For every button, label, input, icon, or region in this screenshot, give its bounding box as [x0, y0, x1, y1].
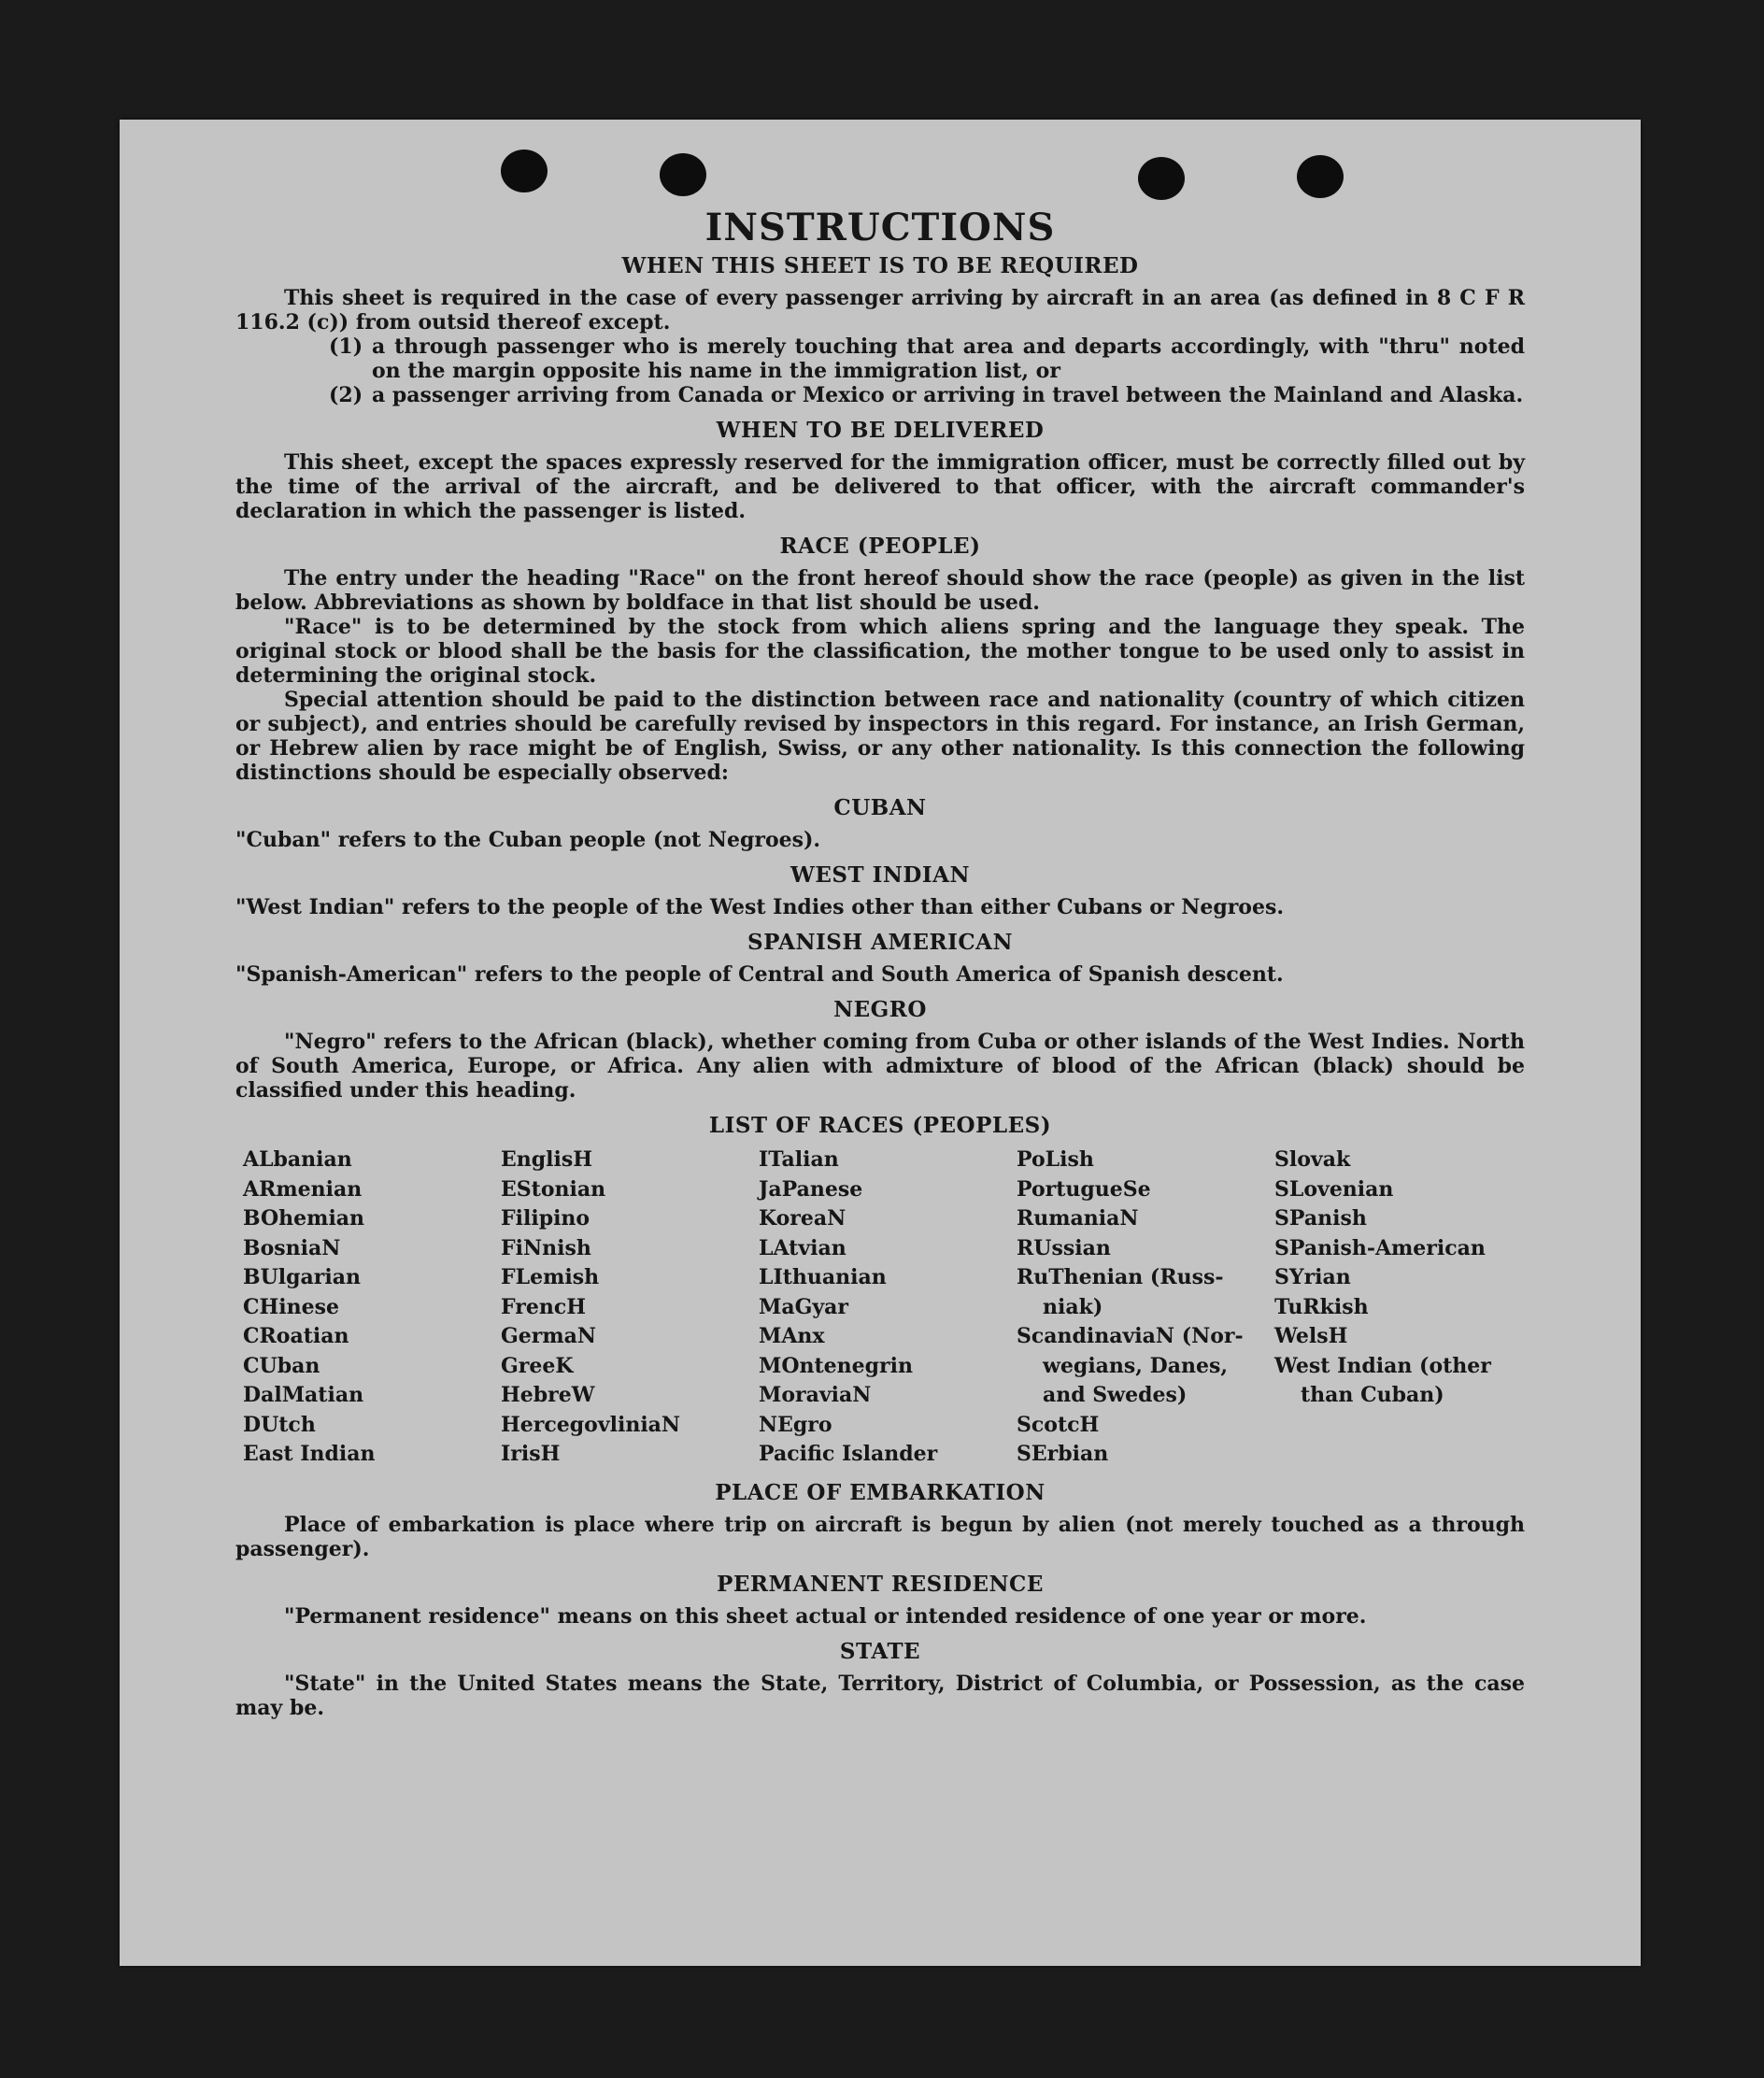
- race-entry: Filipino: [501, 1206, 590, 1231]
- race-entry: JaPanese: [759, 1176, 863, 1202]
- punch-hole: [501, 149, 548, 192]
- race-entry: FrencH: [501, 1294, 586, 1319]
- heading-embarkation: PLACE OF EMBARKATION: [715, 1479, 1046, 1505]
- race-entry: CRoatian: [243, 1324, 349, 1348]
- race-entry: IrisH: [501, 1442, 561, 1466]
- race-entry: LAtvian: [759, 1235, 846, 1260]
- exception-number: (2): [329, 383, 363, 407]
- negro-text: "Negro" refers to the African (black), whether coming from Cuba or other islands of the West Indies. North of South America, Europe, or Africa. Any alien with admixture of blood of the African (black) should be classified under this heading.: [235, 1030, 1525, 1103]
- race-entry: SYrian: [1274, 1265, 1351, 1289]
- heading-negro: NEGRO: [833, 997, 927, 1022]
- race-entry: MAnx: [759, 1324, 825, 1348]
- race-entry: RUssian: [1017, 1235, 1111, 1260]
- race-entry: West Indian (other: [1274, 1353, 1491, 1378]
- punch-hole: [1138, 157, 1185, 200]
- race-entry: wegians, Danes,: [1043, 1353, 1228, 1378]
- race-entry: MOntenegrin: [759, 1353, 913, 1378]
- race-entry: WelsH: [1274, 1324, 1348, 1348]
- exception-number: (1): [329, 334, 363, 359]
- race-paragraph: "Race" is to be determined by the stock from which aliens spring and the language they speak. The original stock or blood shall be the basis for the classification, the mother tongue to be used only to assist in determining the original stock.: [235, 615, 1525, 688]
- punch-hole: [660, 153, 706, 196]
- race-paragraph: Special attention should be paid to the distinction between race and nationality (country of which citizen or subject), and entries should be carefully revised by inspectors in this regard. For instance, an Irish German, or Hebrew alien by race might be of English, Swiss, or any other nationality. Is this connection the following distinctions should be especially observed:: [235, 688, 1525, 785]
- race-entry: Pacific Islander: [759, 1442, 938, 1466]
- state-text: "State" in the United States means the State, Territory, District of Columbia, or Possession, as the case may be.: [235, 1671, 1525, 1720]
- race-entry: SErbian: [1017, 1442, 1109, 1466]
- race-entry: SPanish-American: [1274, 1235, 1486, 1260]
- races-column: [1017, 1146, 1267, 1470]
- race-entry: LIthuanian: [759, 1265, 887, 1289]
- document-page: [120, 120, 1641, 1966]
- race-entry: East Indian: [243, 1442, 376, 1466]
- heading-cuban: CUBAN: [833, 795, 927, 820]
- race-entry: ARmenian: [243, 1176, 363, 1202]
- race-entry: Slovak: [1274, 1147, 1351, 1172]
- race-entry: GermaN: [501, 1324, 597, 1348]
- race-entry: SPanish: [1274, 1206, 1367, 1231]
- spanish-american-text: "Spanish-American" refers to the people of Central and South America of Spanish descent.: [235, 962, 1284, 987]
- race-entry: BOhemian: [243, 1206, 365, 1231]
- heading-race: RACE (PEOPLE): [779, 534, 981, 559]
- heading-spanish-american: SPANISH AMERICAN: [747, 930, 1014, 955]
- race-entry: niak): [1043, 1294, 1103, 1319]
- race-entry: than Cuban): [1301, 1383, 1444, 1407]
- race-entry: NEgro: [759, 1412, 832, 1437]
- race-entry: DalMatian: [243, 1383, 364, 1407]
- race-entry: ALbanian: [243, 1147, 352, 1172]
- heading-delivered: WHEN TO BE DELIVERED: [716, 418, 1045, 443]
- race-entry: MaGyar: [759, 1294, 849, 1319]
- punch-hole: [1297, 155, 1344, 198]
- race-entry: HebreW: [501, 1383, 595, 1407]
- exception-text: a through passenger who is merely touching that area and departs accordingly, with "thru" noted on the margin opposite his name in the immigration list, or: [372, 334, 1525, 383]
- race-entry: CHinese: [243, 1294, 340, 1319]
- heading-state: STATE: [839, 1638, 921, 1664]
- races-column: [1274, 1146, 1525, 1470]
- embarkation-text: Place of embarkation is place where trip on aircraft is begun by alien (not merely touched as a through passenger).: [235, 1512, 1525, 1561]
- race-entry: and Swedes): [1043, 1383, 1188, 1407]
- race-paragraph: The entry under the heading "Race" on the front hereof should show the race (people) as given in the list below. Abbreviations as shown by boldface in that list should be used.: [235, 566, 1525, 615]
- heading-west-indian: WEST INDIAN: [790, 862, 970, 888]
- race-entry: TuRkish: [1274, 1294, 1369, 1319]
- race-entry: FLemish: [501, 1265, 600, 1289]
- exception-text: a passenger arriving from Canada or Mexico or arriving in travel between the Mainland and Alaska.: [372, 383, 1524, 407]
- race-entry: ScotcH: [1017, 1412, 1100, 1437]
- residence-text: "Permanent residence" means on this sheet actual or intended residence of one year or more.: [284, 1603, 1367, 1629]
- exception-item: [235, 334, 1525, 383]
- west-indian-text: "West Indian" refers to the people of the West Indies other than either Cubans or Negroes.: [235, 895, 1285, 919]
- race-entry: PoLish: [1017, 1147, 1094, 1172]
- race-entry: RuThenian (Russ-: [1017, 1265, 1224, 1289]
- required-text: This sheet is required in the case of every passenger arriving by aircraft in an area (as defined in 8 C F R 116.2 (c)) from outsid thereof except.: [235, 286, 1525, 334]
- races-column: [501, 1146, 751, 1470]
- race-entry: ScandinaviaN (Nor-: [1017, 1324, 1244, 1348]
- exception-item: [235, 383, 1525, 407]
- race-entry: BosniaN: [243, 1235, 341, 1260]
- race-entry: PortugueSe: [1017, 1176, 1151, 1202]
- heading-residence: PERMANENT RESIDENCE: [717, 1571, 1044, 1597]
- races-column: [243, 1146, 493, 1470]
- page-title: INSTRUCTIONS: [704, 206, 1056, 249]
- race-entry: GreeK: [501, 1353, 574, 1378]
- heading-list-of-races: LIST OF RACES (PEOPLES): [708, 1113, 1052, 1138]
- race-entry: MoraviaN: [759, 1383, 872, 1407]
- heading-required: WHEN THIS SHEET IS TO BE REQUIRED: [621, 253, 1139, 278]
- race-entry: DUtch: [243, 1412, 316, 1437]
- race-entry: CUban: [243, 1353, 320, 1378]
- race-entry: ITalian: [759, 1147, 839, 1172]
- cuban-text: "Cuban" refers to the Cuban people (not Negroes).: [235, 828, 821, 852]
- races-table: [243, 1146, 1525, 1470]
- race-entry: KoreaN: [759, 1206, 846, 1231]
- race-entry: SLovenian: [1274, 1176, 1394, 1202]
- race-entry: BUlgarian: [243, 1265, 361, 1289]
- instructions-content: [235, 206, 1525, 1720]
- race-entry: FiNnish: [501, 1235, 591, 1260]
- race-entry: RumaniaN: [1017, 1206, 1139, 1231]
- delivered-text: This sheet, except the spaces expressly reserved for the immigration officer, must be correctly filled out by the time of the arrival of the aircraft, and be delivered to that officer, with the aircraft commander's declaration in which the passenger is listed.: [235, 450, 1525, 523]
- race-entry: EStonian: [501, 1176, 606, 1202]
- race-entry: EnglisH: [501, 1147, 593, 1172]
- race-entry: HercegovliniaN: [501, 1412, 681, 1437]
- races-column: [759, 1146, 1009, 1470]
